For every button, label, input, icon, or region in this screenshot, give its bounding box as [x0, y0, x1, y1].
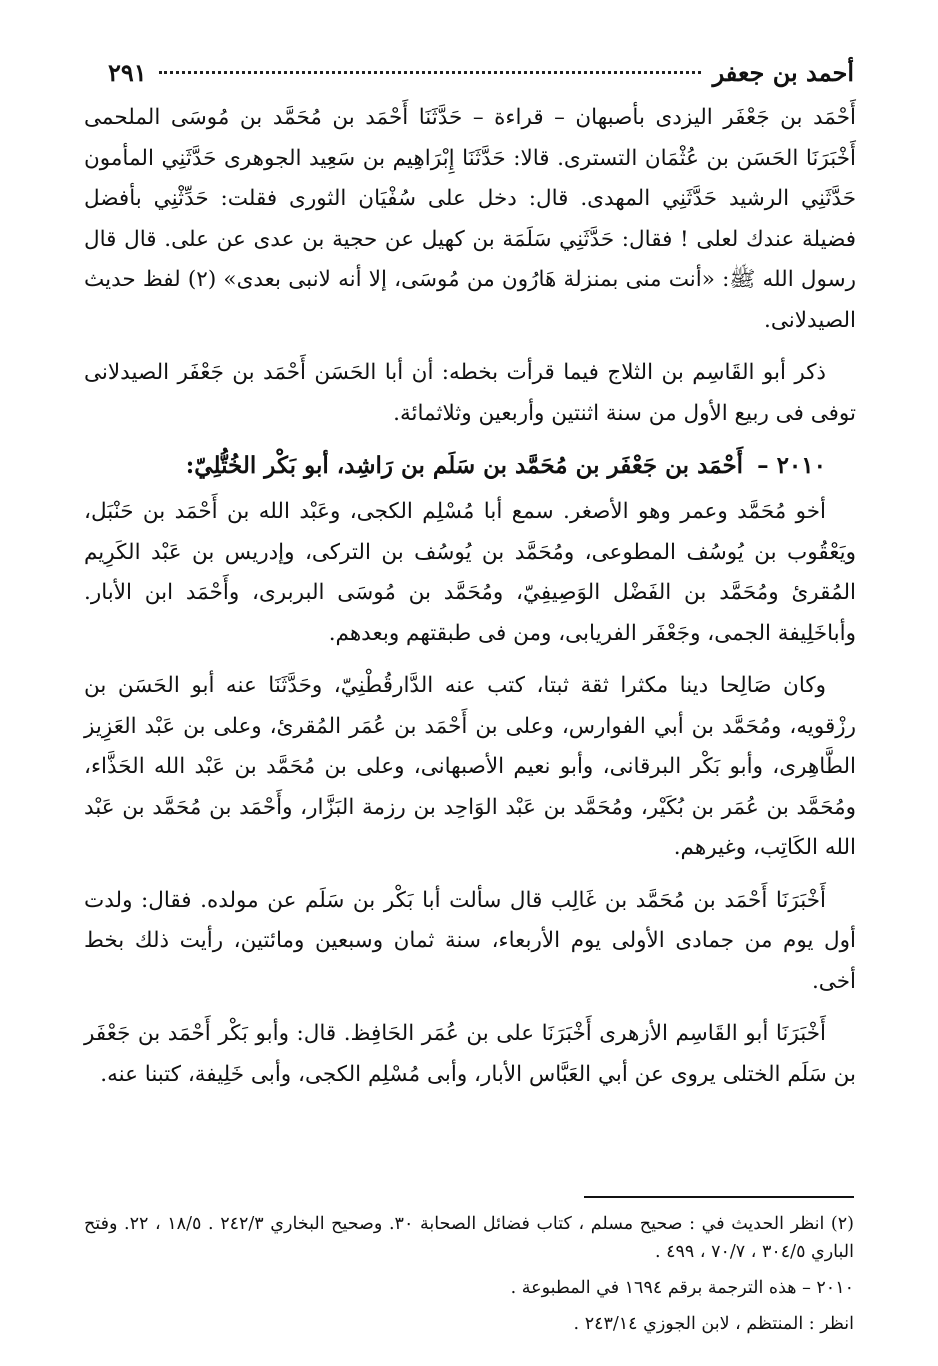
running-title: أحمد بن جعفر: [712, 57, 854, 87]
entry-number: ٢٠١٠ –: [757, 452, 826, 479]
paragraph-4: وكان صَالِحا دينا مكثرا ثقة ثبتا، كتب عنه الدَّارقُطْنِيّ، وحَدَّثَنَا عنه أبو الحَسَن بن رزْقويه، ومُحَمَّد بن أبي الفوارس، وعلى بن أَحْمَد بن عُمَر المُقرئ، وعلى بن عَبْد العَزِيز الطَّاهِرى، وأبو بَكْر البرقانى، وأبو نعيم الأصبهانى، وعلى بن مُحَمَّد بن عَبْد الله الحَذَّاء، ومُحَمَّد بن عُمَر بن بُكَيْر، ومُحَمَّد بن عَبْد الوَاحِد بن رزمة البَزَّار، وأَحْمَد بن مُحَمَّد بن عَبْد الله الكَاتِب، وغيرهم.: [84, 673, 856, 860]
entry-title: أَحْمَد بن جَعْفَر بن مُحَمَّد بن سَلَم بن رَاشِد، أبو بَكْر الخُتُّلِيّ:: [185, 452, 744, 479]
footnote-reference: انظر : المنتظم ، لابن الجوزي ٢٤٣/١٤ .: [573, 1314, 854, 1334]
main-text: [84, 98, 856, 1107]
page-number: ٢٩١: [108, 57, 147, 87]
header-dot-leader: [159, 71, 701, 74]
footnote-entry-note: ٢٠١٠ – هذه الترجمة برقم ١٦٩٤ في المطبوعة .: [510, 1278, 854, 1298]
footnote-2: (٢) انظر الحديث في : صحيح مسلم ، كتاب فضائل الصحابة ٣٠. وصحيح البخاري ٢٤٢/٣ . ١٨/٥ ، ٢٢. وفتح الباري ٣٠٤/٥ ، ٧٠/٧ ، ٤٩٩ .: [84, 1214, 854, 1262]
paragraph-6: أَخْبَرَنَا أبو القَاسِم الأزهرى أَخْبَرَنَا على بن عُمَر الحَافِظ. قال: وأبو بَكْر أَحْمَد بن جَعْفَر بن سَلَم الختلى يروى عن أبي العَبَّاس الأبار، وأبى مُسْلِم الكجى، وأبى خَلِيفة، كتبنا عنه.: [84, 1021, 856, 1087]
entry-heading: [84, 446, 856, 486]
footnotes: [84, 1210, 854, 1346]
paragraph-3: أخو مُحَمَّد وعمر وهو الأصغر. سمع أبا مُسْلِم الكجى، وعَبْد الله بن أَحْمَد بن حَنْبَل، ويَعْقُوب بن يُوسُف المطوعى، ومُحَمَّد بن يُوسُف بن التركى، وإدريس بن عَبْد الكَرِيم المُقرئ ومُحَمَّد بن الفَضْل الوَصِيفِيّ، ومُحَمَّد بن مُوسَى البربرى، وأَحْمَد ابن الأبار. وأباخَلِيفة الجمى، وجَعْفَر الفريابى، ومن فى طبقتهم وبعدهم.: [84, 499, 856, 646]
page-header: [108, 50, 854, 94]
paragraph-5: أَخْبَرَنَا أَحْمَد بن مُحَمَّد بن غَالِب قال سألت أبا بَكْر بن سَلَم عن مولده. فقال: ولدت أول يوم من جمادى الأولى يوم الأربعاء، سنة ثمان وسبعين ومائتين، رأيت ذلك بخط أخى.: [84, 887, 856, 994]
paragraph-2: ذكر أبو القَاسِم بن الثلاج فيما قرأت بخطه: أن أبا الحَسَن أَحْمَد بن جَعْفَر الصيدلانى توفى فى ربيع الأول من سنة اثنتين وأربعين وثلاثمائة.: [84, 360, 856, 426]
footnote-separator: [584, 1196, 854, 1198]
paragraph-1: أَحْمَد بن جَعْفَر اليزدى بأصبهان – قراءة – حَدَّثَنَا أَحْمَد بن مُحَمَّد بن مُوسَى الملحمى أَخْبَرَنَا الحَسَن بن عُثْمَان التسترى. قالا: حَدَّثَنَا إِبْرَاهِيم بن سَعِيد الجوهرى حَدَّثَنِي المأمون حَدَّثَنِي الرشيد حَدَّثَنِي المهدى. قال: دخل على سُفْيَان الثورى فقلت: حَدِّثْنِي بأفضل فضيلة عندك لعلى ! فقال: حَدَّثَنِي سَلَمَة بن كهيل عن حجية بن عدى عن على. قال قال رسول الله ﷺ: «أنت منى بمنزلة هَارُون من مُوسَى، إلا أنه لانبى بعدى» (٢) لفظ حديث الصيدلانى.: [84, 105, 856, 333]
